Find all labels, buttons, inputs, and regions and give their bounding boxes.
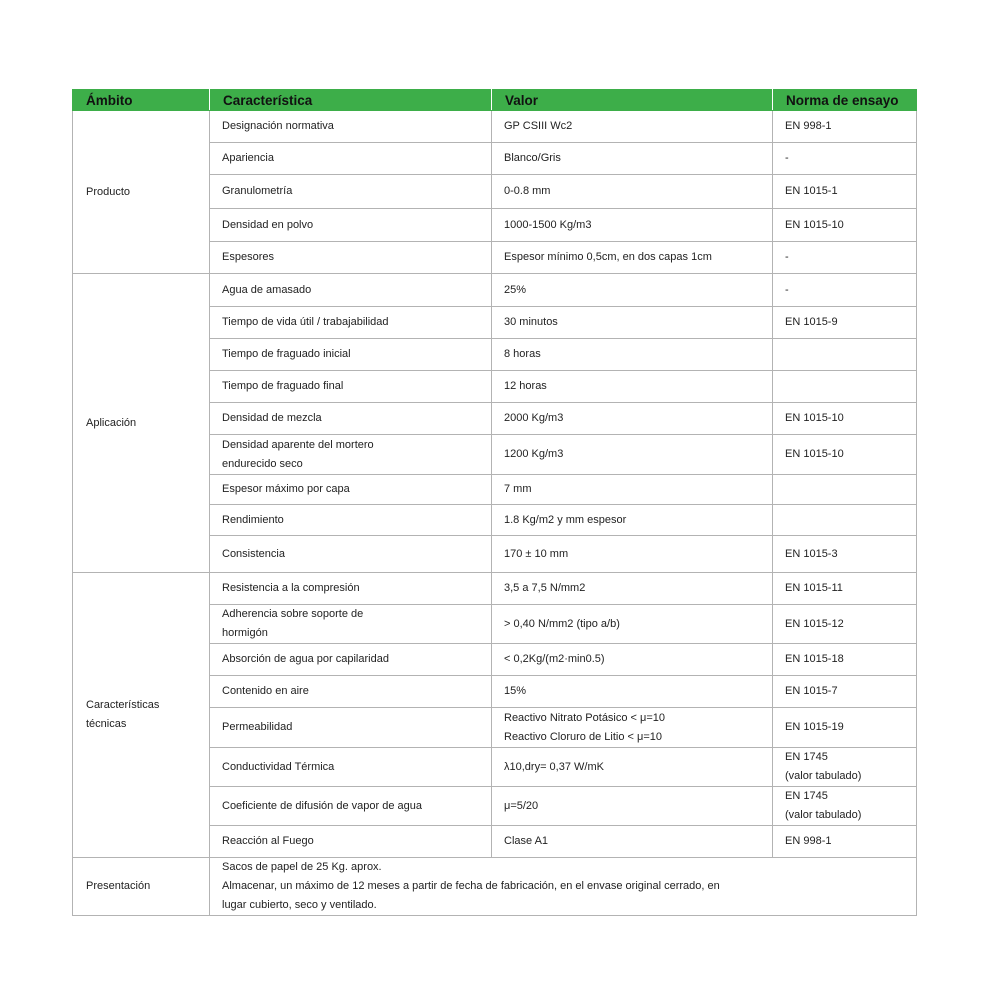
- cell-caracteristica: Agua de amasado: [210, 274, 492, 307]
- cell-valor: Espesor mínimo 0,5cm, en dos capas 1cm: [492, 242, 773, 274]
- cell-norma: EN 1015-7: [773, 676, 917, 708]
- cell-valor: 25%: [492, 274, 773, 307]
- cell-caracteristica: Resistencia a la compresión: [210, 573, 492, 605]
- cell-caracteristica: Tiempo de fraguado final: [210, 371, 492, 403]
- cell-norma: EN 1015-18: [773, 644, 917, 676]
- presentacion-line: lugar cubierto, seco y ventilado.: [222, 899, 377, 911]
- cell-norma: -: [773, 242, 917, 274]
- cell-caracteristica: Conductividad Térmica: [210, 748, 492, 787]
- table-row: [73, 274, 917, 307]
- cell-valor: 7 mm: [492, 475, 773, 505]
- cell-caracteristica: [210, 605, 492, 644]
- cell-norma: EN 1015-10: [773, 403, 917, 435]
- cell-valor: 170 ± 10 mm: [492, 536, 773, 573]
- cell-valor: 12 horas: [492, 371, 773, 403]
- cell-caracteristica: Coeficiente de difusión de vapor de agua: [210, 787, 492, 826]
- presentacion-line: Almacenar, un máximo de 12 meses a partir de fecha de fabricación, en el envase original cerrado, en: [222, 880, 720, 892]
- cell-norma: EN 1015-11: [773, 573, 917, 605]
- table-row: [73, 858, 917, 916]
- group-producto: Producto: [73, 111, 210, 274]
- cell-caracteristica: [210, 435, 492, 475]
- cell-caracteristica: Rendimiento: [210, 505, 492, 536]
- cell-caracteristica: Contenido en aire: [210, 676, 492, 708]
- cell-valor: 8 horas: [492, 339, 773, 371]
- cell-norma: [773, 505, 917, 536]
- cell-caracteristica: Reacción al Fuego: [210, 826, 492, 858]
- cell-norma: EN 1015-12: [773, 605, 917, 644]
- cell-valor: < 0,2Kg/(m2·min0.5): [492, 644, 773, 676]
- cell-caracteristica: Espesores: [210, 242, 492, 274]
- presentacion-text: [210, 858, 917, 916]
- cell-valor: λ10,dry= 0,37 W/mK: [492, 748, 773, 787]
- header-norma: Norma de ensayo: [773, 90, 917, 111]
- cell-line: (valor tabulado): [785, 770, 862, 782]
- cell-line: Reactivo Nitrato Potásico < μ=10: [504, 711, 666, 724]
- cell-norma: -: [773, 274, 917, 307]
- cell-line: Adherencia sobre soporte de: [222, 608, 364, 620]
- cell-line: hormigón: [222, 627, 268, 639]
- cell-line: (valor tabulado): [785, 809, 862, 821]
- cell-valor: GP CSIII Wc2: [492, 111, 773, 143]
- cell-valor: 30 minutos: [492, 307, 773, 339]
- cell-valor: 0-0.8 mm: [492, 175, 773, 209]
- cell-norma: [773, 748, 917, 787]
- table-row: [73, 573, 917, 605]
- cell-caracteristica: Densidad en polvo: [210, 209, 492, 242]
- cell-valor: Clase A1: [492, 826, 773, 858]
- cell-norma: [773, 339, 917, 371]
- cell-norma: [773, 371, 917, 403]
- cell-norma: EN 1015-10: [773, 209, 917, 242]
- header-caracteristica: Característica: [210, 90, 492, 111]
- header-valor: Valor: [492, 90, 773, 111]
- group-caracteristicas-tecnicas: [73, 573, 210, 858]
- cell-caracteristica: Apariencia: [210, 143, 492, 175]
- presentacion-line: Sacos de papel de 25 Kg. aprox.: [222, 861, 382, 873]
- table-row: [73, 111, 917, 143]
- cell-line: endurecido seco: [222, 457, 303, 470]
- cell-valor: 15%: [492, 676, 773, 708]
- cell-norma: EN 1015-10: [773, 435, 917, 475]
- cell-valor: 3,5 a 7,5 N/mm2: [492, 573, 773, 605]
- cell-caracteristica: Densidad de mezcla: [210, 403, 492, 435]
- cell-valor: Blanco/Gris: [492, 143, 773, 175]
- cell-norma: EN 1015-19: [773, 708, 917, 748]
- header-ambito: Ámbito: [73, 90, 210, 111]
- cell-valor: μ=5/20: [492, 787, 773, 826]
- cell-norma: EN 998-1: [773, 111, 917, 143]
- cell-norma: EN 1015-3: [773, 536, 917, 573]
- cell-norma: EN 998-1: [773, 826, 917, 858]
- group-line: Características: [86, 699, 160, 711]
- cell-line: EN 1745: [785, 790, 828, 802]
- spec-table: [72, 89, 917, 916]
- cell-caracteristica: Permeabilidad: [210, 708, 492, 748]
- cell-valor: 1200 Kg/m3: [492, 435, 773, 475]
- cell-caracteristica: Espesor máximo por capa: [210, 475, 492, 505]
- cell-caracteristica: Designación normativa: [210, 111, 492, 143]
- cell-caracteristica: Granulometría: [210, 175, 492, 209]
- cell-valor: 1.8 Kg/m2 y mm espesor: [492, 505, 773, 536]
- cell-norma: [773, 475, 917, 505]
- cell-norma: EN 1015-1: [773, 175, 917, 209]
- cell-line: Reactivo Cloruro de Litio < μ=10: [504, 730, 662, 743]
- cell-valor: > 0,40 N/mm2 (tipo a/b): [492, 605, 773, 644]
- cell-valor: [492, 708, 773, 748]
- header-row: [73, 90, 917, 111]
- cell-caracteristica: Tiempo de fraguado inicial: [210, 339, 492, 371]
- group-presentacion: Presentación: [73, 858, 210, 916]
- cell-caracteristica: Tiempo de vida útil / trabajabilidad: [210, 307, 492, 339]
- cell-valor: 2000 Kg/m3: [492, 403, 773, 435]
- cell-norma: -: [773, 143, 917, 175]
- group-line: técnicas: [86, 718, 127, 730]
- cell-caracteristica: Absorción de agua por capilaridad: [210, 644, 492, 676]
- cell-norma: EN 1015-9: [773, 307, 917, 339]
- group-aplicacion: Aplicación: [73, 274, 210, 573]
- cell-valor: 1000-1500 Kg/m3: [492, 209, 773, 242]
- cell-caracteristica: Consistencia: [210, 536, 492, 573]
- cell-norma: [773, 787, 917, 826]
- cell-line: Densidad aparente del mortero: [222, 438, 374, 451]
- cell-line: EN 1745: [785, 751, 828, 763]
